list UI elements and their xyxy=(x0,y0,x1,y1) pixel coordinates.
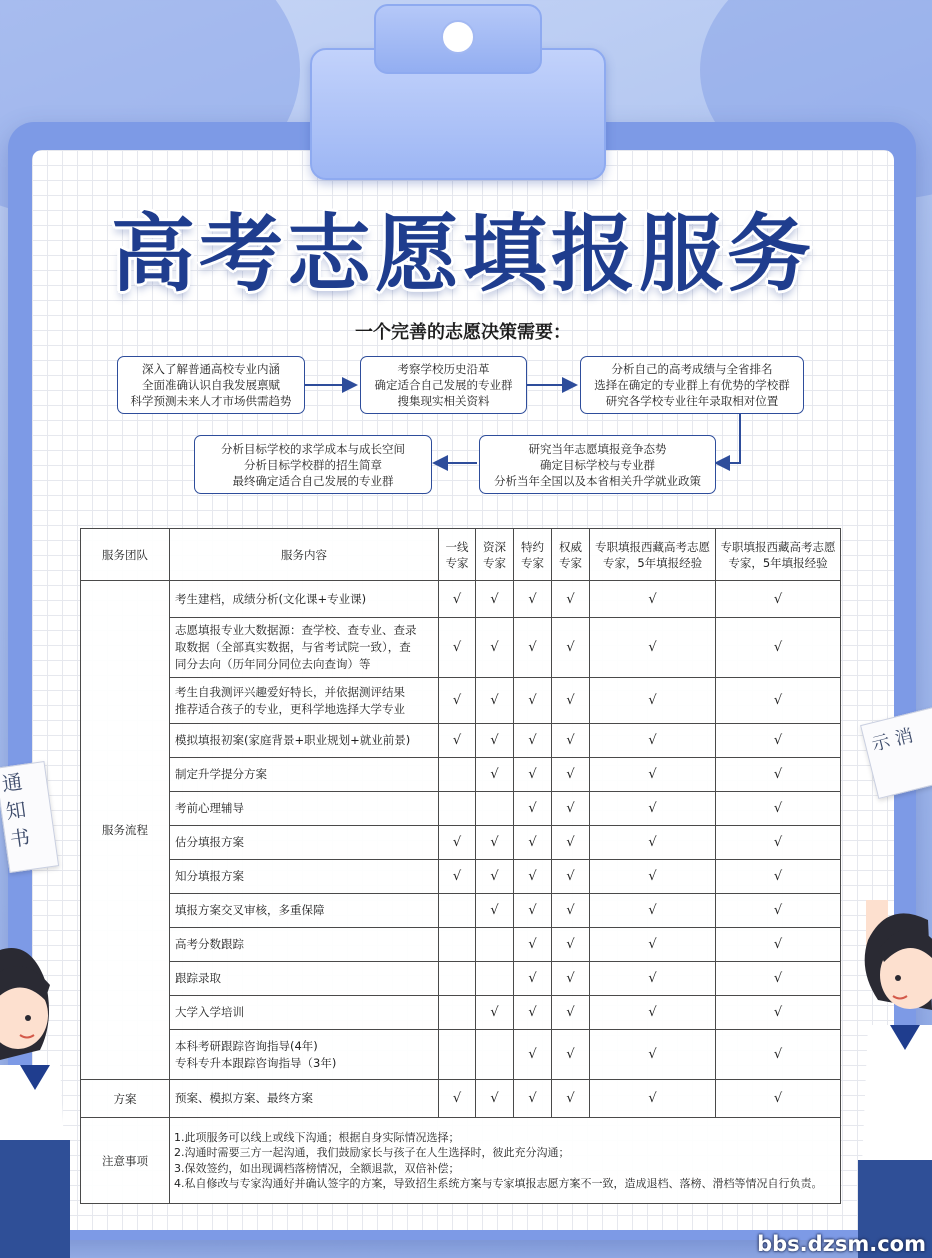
check-mark: √ xyxy=(590,1080,716,1118)
check-mark: √ xyxy=(552,860,590,894)
check-mark: √ xyxy=(590,894,716,928)
check-mark: √ xyxy=(716,996,841,1030)
service-item-text: 制定升学提分方案 xyxy=(175,767,267,781)
check-mark: √ xyxy=(716,826,841,860)
header-team: 服务团队 xyxy=(81,529,170,581)
service-item-text: 填报方案交叉审核，多重保障 xyxy=(175,903,325,917)
header-tier: 权威 专家 xyxy=(552,529,590,581)
service-item-text: 推荐适合孩子的专业，更科学地选择大学专业 xyxy=(175,701,405,716)
header-tier: 资深 专家 xyxy=(476,529,514,581)
check-mark: √ xyxy=(514,826,552,860)
service-item xyxy=(170,1080,439,1118)
check-mark: √ xyxy=(552,928,590,962)
service-item-text: 知分填报方案 xyxy=(175,869,244,883)
check-mark: √ xyxy=(514,678,552,724)
table-row xyxy=(81,928,841,962)
check-mark: √ xyxy=(590,678,716,724)
flow-step-4 xyxy=(479,435,716,494)
service-item-text: 专科专升本跟踪咨询指导（3年) xyxy=(175,1055,337,1070)
table-row-plan xyxy=(81,1080,841,1118)
service-item xyxy=(170,826,439,860)
service-item-text: 跟踪录取 xyxy=(175,971,221,985)
note-line: 1.此项服务可以线上或线下沟通；根据自身实际情况选择； xyxy=(174,1130,460,1144)
student-left-illustration xyxy=(0,940,70,1258)
check-mark: √ xyxy=(590,792,716,826)
header-tier: 一线 专家 xyxy=(439,529,476,581)
table-row xyxy=(81,724,841,758)
flow-arrow xyxy=(716,412,740,463)
flow-step-text: 分析自己的高考成绩与全省排名 xyxy=(611,362,773,376)
note-line: 4.私自修改与专家沟通好并确认签字的方案，导致招生系统方案与专家填报志愿方案不一致，造成退档、落榜、滑档等情况自行负责。 xyxy=(174,1177,823,1190)
service-item-text: 预案、模拟方案、最终方案 xyxy=(175,1091,313,1105)
service-item-text: 考生建档，成绩分析(文化课+专业课) xyxy=(175,591,367,606)
check-mark: √ xyxy=(716,758,841,792)
check-mark: √ xyxy=(439,618,476,678)
check-mark: √ xyxy=(716,1030,841,1080)
sticker-char: 知 xyxy=(4,797,28,824)
sticker-char: 通 xyxy=(0,769,24,797)
check-mark: √ xyxy=(552,1080,590,1118)
empty-cell xyxy=(439,1030,476,1080)
service-item xyxy=(170,724,439,758)
check-mark: √ xyxy=(590,928,716,962)
table-row xyxy=(81,792,841,826)
check-mark: √ xyxy=(552,678,590,724)
check-mark: √ xyxy=(590,758,716,792)
check-mark: √ xyxy=(476,860,514,894)
check-mark: √ xyxy=(590,618,716,678)
check-mark: √ xyxy=(716,860,841,894)
check-mark: √ xyxy=(590,581,716,618)
table-row xyxy=(81,996,841,1030)
check-mark: √ xyxy=(476,678,514,724)
check-mark: √ xyxy=(552,1030,590,1080)
service-item-text: 志愿填报专业大数据源：查学校、查专业、查录 xyxy=(175,623,417,637)
check-mark: √ xyxy=(552,894,590,928)
check-mark: √ xyxy=(476,758,514,792)
flow-step-5 xyxy=(194,435,432,494)
group-label-notes: 注意事项 xyxy=(81,1118,170,1204)
service-item-text: 估分填报方案 xyxy=(175,835,244,849)
service-item-text: 同分去向（历年同分同位去向查询）等 xyxy=(175,657,371,671)
notes-content xyxy=(170,1118,841,1204)
check-mark: √ xyxy=(476,618,514,678)
flow-step-text: 最终确定适合自己发展的专业群 xyxy=(232,473,394,488)
service-table xyxy=(80,528,841,1204)
empty-cell xyxy=(476,962,514,996)
check-mark: √ xyxy=(590,724,716,758)
check-mark: √ xyxy=(514,792,552,826)
check-mark: √ xyxy=(716,618,841,678)
service-item-text: 取数据（全部真实数据，与省考试院一致），查 xyxy=(175,640,411,654)
student-right-illustration xyxy=(858,900,932,1258)
flow-step-text: 确定适合自己发展的专业群 xyxy=(374,378,513,392)
check-mark: √ xyxy=(514,1080,552,1118)
service-item-text: 模拟填报初案(家庭背景+职业规划+就业前景) xyxy=(175,733,411,747)
check-mark: √ xyxy=(716,962,841,996)
check-mark: √ xyxy=(439,860,476,894)
check-mark: √ xyxy=(439,581,476,618)
flow-step-text: 考察学校历史沿革 xyxy=(397,362,490,376)
group-label-process: 服务流程 xyxy=(81,581,170,1080)
service-item xyxy=(170,758,439,792)
flow-step-text: 分析当年全国以及本省相关升学就业政策 xyxy=(494,473,701,488)
check-mark: √ xyxy=(552,996,590,1030)
service-item xyxy=(170,894,439,928)
check-mark: √ xyxy=(590,1030,716,1080)
check-mark: √ xyxy=(439,678,476,724)
service-item xyxy=(170,618,439,678)
flow-step-text: 选择在确定的专业群上有优势的学校群 xyxy=(594,378,790,392)
table-row xyxy=(81,1030,841,1080)
table-row xyxy=(81,678,841,724)
service-item-text: 大学入学培训 xyxy=(175,1005,244,1019)
flow-step-1 xyxy=(117,356,305,414)
flow-step-2 xyxy=(360,356,527,414)
service-item xyxy=(170,962,439,996)
empty-cell xyxy=(439,792,476,826)
note-line: 3.保效签约，如出现调档落榜情况，全额退款，双倍补偿； xyxy=(174,1161,460,1175)
check-mark: √ xyxy=(552,962,590,996)
check-mark: √ xyxy=(514,724,552,758)
watermark: bbs.dzsm.com xyxy=(757,1232,926,1256)
check-mark: √ xyxy=(514,758,552,792)
service-item xyxy=(170,581,439,618)
check-mark: √ xyxy=(514,1030,552,1080)
service-item xyxy=(170,860,439,894)
table-row xyxy=(81,894,841,928)
check-mark: √ xyxy=(552,618,590,678)
check-mark: √ xyxy=(439,724,476,758)
check-mark: √ xyxy=(552,724,590,758)
service-item-text: 考前心理辅导 xyxy=(175,801,244,815)
flow-step-text: 搜集现实相关资料 xyxy=(397,394,490,408)
empty-cell xyxy=(476,792,514,826)
service-item-text: 本科考研跟踪咨询指导(4年) xyxy=(175,1038,318,1053)
check-mark: √ xyxy=(552,826,590,860)
check-mark: √ xyxy=(514,894,552,928)
check-mark: √ xyxy=(514,996,552,1030)
page-title: 高考志愿填报服务 xyxy=(110,205,815,303)
check-mark: √ xyxy=(476,1080,514,1118)
check-mark: √ xyxy=(590,996,716,1030)
flow-step-text: 分析目标学校的求学成本与成长空间 xyxy=(221,441,405,456)
empty-cell xyxy=(476,928,514,962)
check-mark: √ xyxy=(514,581,552,618)
table-row xyxy=(81,962,841,996)
service-item xyxy=(170,996,439,1030)
empty-cell xyxy=(439,928,476,962)
check-mark: √ xyxy=(716,1080,841,1118)
check-mark: √ xyxy=(590,962,716,996)
check-mark: √ xyxy=(514,618,552,678)
check-mark: √ xyxy=(476,826,514,860)
service-item xyxy=(170,928,439,962)
check-mark: √ xyxy=(716,894,841,928)
check-mark: √ xyxy=(716,678,841,724)
table-row xyxy=(81,618,841,678)
check-mark: √ xyxy=(716,928,841,962)
service-item-text: 考生自我测评兴趣爱好特长，并依据测评结果 xyxy=(175,684,405,699)
page-subtitle: 一个完善的志愿决策需要： xyxy=(355,322,571,343)
note-line: 2.沟通时需要三方一起沟通，我们鼓励家长与孩子在人生选择时，彼此充分沟通； xyxy=(174,1146,570,1159)
check-mark: √ xyxy=(552,581,590,618)
check-mark: √ xyxy=(552,792,590,826)
empty-cell xyxy=(439,996,476,1030)
flow-step-text: 研究当年志愿填报竞争态势 xyxy=(528,441,667,456)
check-mark: √ xyxy=(590,826,716,860)
group-label-plan: 方案 xyxy=(81,1080,170,1118)
check-mark: √ xyxy=(716,792,841,826)
table-row xyxy=(81,826,841,860)
check-mark: √ xyxy=(514,860,552,894)
check-mark: √ xyxy=(476,996,514,1030)
check-mark: √ xyxy=(476,581,514,618)
table-row xyxy=(81,758,841,792)
flow-step-3 xyxy=(580,356,804,414)
flow-step-text: 分析目标学校群的招生简章 xyxy=(244,457,382,472)
flow-step-text: 全面准确认识自我发展禀赋 xyxy=(142,378,280,392)
empty-cell xyxy=(439,894,476,928)
check-mark: √ xyxy=(514,928,552,962)
empty-cell xyxy=(439,758,476,792)
service-item-text: 高考分数跟踪 xyxy=(175,937,244,951)
flow-step-text: 深入了解普通高校专业内涵 xyxy=(142,362,280,376)
check-mark: √ xyxy=(716,581,841,618)
header-content: 服务内容 xyxy=(170,529,439,581)
check-mark: √ xyxy=(590,860,716,894)
check-mark: √ xyxy=(552,758,590,792)
check-mark: √ xyxy=(514,962,552,996)
table-row xyxy=(81,860,841,894)
empty-cell xyxy=(439,962,476,996)
check-mark: √ xyxy=(439,1080,476,1118)
service-item xyxy=(170,678,439,724)
header-tier: 特约 专家 xyxy=(514,529,552,581)
check-mark: √ xyxy=(716,724,841,758)
header-tier: 专职填报西藏高考志愿 专家，5年填报经验 xyxy=(716,529,841,581)
empty-cell xyxy=(476,1030,514,1080)
flow-step-text: 科学预测未来人才市场供需趋势 xyxy=(130,394,292,408)
flow-step-text: 确定目标学校与专业群 xyxy=(540,457,655,472)
notice-sticker-right: 示 消 xyxy=(860,705,932,799)
check-mark: √ xyxy=(476,894,514,928)
header-tier: 专职填报西藏高考志愿 专家，5年填报经验 xyxy=(590,529,716,581)
check-mark: √ xyxy=(439,826,476,860)
table-row-notes xyxy=(81,1118,841,1204)
service-item xyxy=(170,1030,439,1080)
flow-step-text: 研究各学校专业往年录取相对位置 xyxy=(605,394,779,408)
service-item xyxy=(170,792,439,826)
sticker-char: 书 xyxy=(8,824,32,852)
table-row xyxy=(81,581,841,618)
check-mark: √ xyxy=(476,724,514,758)
table-header-row xyxy=(81,529,841,581)
